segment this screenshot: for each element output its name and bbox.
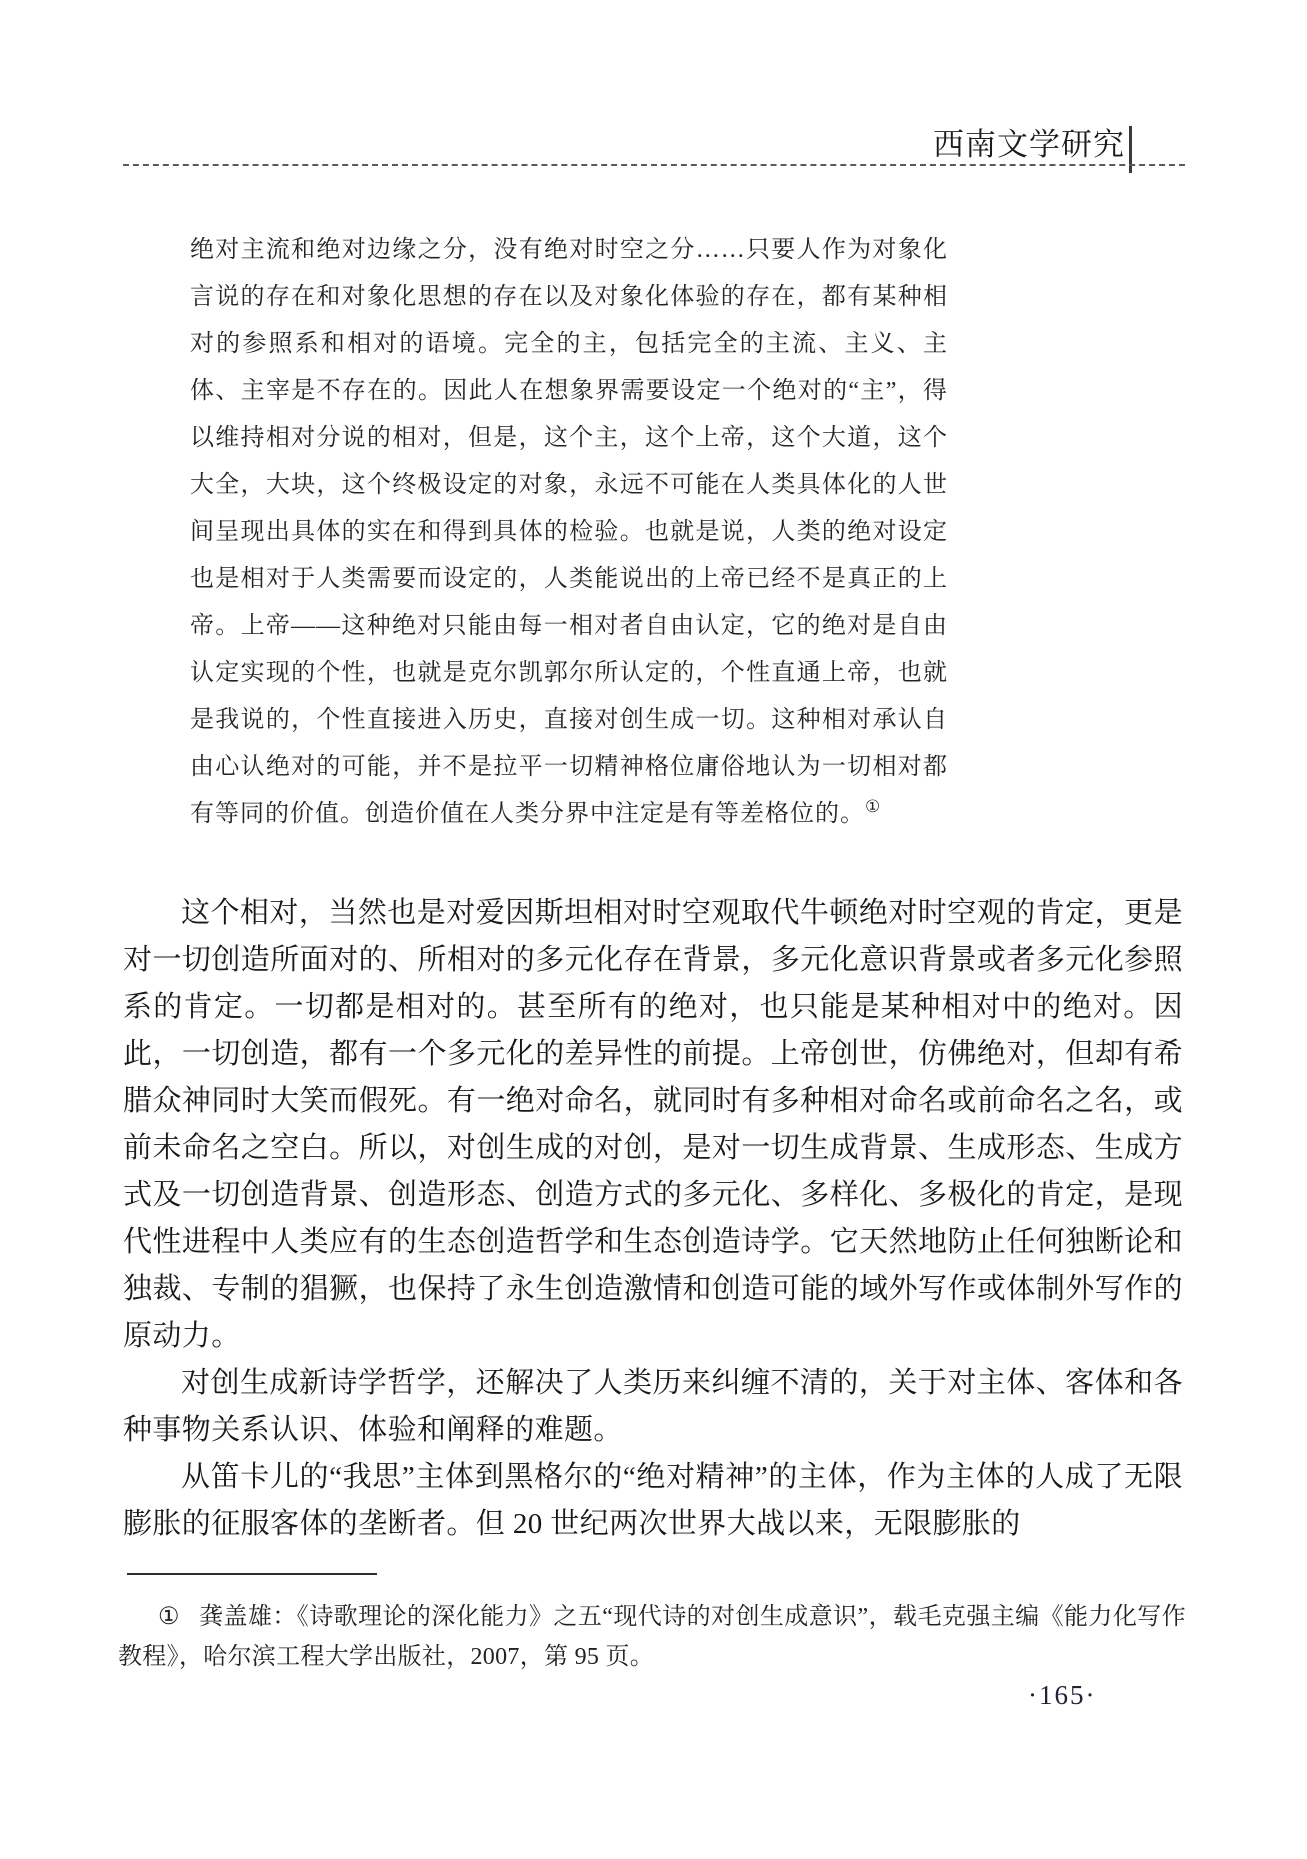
page-number: ·165· (1028, 1680, 1097, 1710)
paragraph: 对创生成新诗学哲学，还解决了人类历来纠缠不清的，关于对主体、客体和各种事物关系认识、体验和阐释的难题。 (123, 1367, 1183, 1446)
header-divider-dashed (123, 164, 1185, 166)
footnote (118, 1597, 1186, 1677)
footnote-text: 龚盖雄：《诗歌理论的深化能力》之五“现代诗的对创生成意识”，载毛克强主编《能力化写作教程》，哈尔滨工程大学出版社，2007，第 95 页。 (118, 1604, 1186, 1670)
quote-text: 绝对主流和绝对边缘之分，没有绝对时空之分……只要人作为对象化言说的存在和对象化思想的存在以及对象化体验的存在，都有某种相对的参照系和相对的语境。完全的主，包括完全的主流、主义、主体、主宰是不存在的。因此人在想象界需要设定一个绝对的“主”，得以维持相对分说的相对，但是，这个主，这个上帝，这个大道，这个大全，大块，这个终极设定的对象，永远不可能在人类具体化的人世间呈现出具体的实在和得到具体的检验。也就是说，人类的绝对设定也是相对于人类需要而设定的，人类能说出的上帝已经不是真正的上帝。上帝——这种绝对只能由每一相对者自由认定，它的绝对是自由认定实现的个性，也就是克尔凯郭尔所认定的，个性直通上帝，也就是我说的，个性直接进入历史，直接对创生成一切。这种相对承认自由心认绝对的可能，并不是拉平一切精神格位庸俗地认为一切相对都有等同的价值。创造价值在人类分界中注定是有等差格位的。 (190, 237, 948, 827)
footnote-ref-superscript: ① (865, 797, 881, 816)
journal-title: 西南文学研究 (933, 127, 1125, 162)
paragraph: 这个相对，当然也是对爱因斯坦相对时空观取代牛顿绝对时空观的肯定，更是对一切创造所面对的、所相对的多元化存在背景，多元化意识背景或者多元化参照系的肯定。一切都是相对的。甚至所有的绝对，也只能是某种相对中的绝对。因此，一切创造，都有一个多元化的差异性的前提。上帝创世，仿佛绝对，但却有希腊众神同时大笑而假死。有一绝对命名，就同时有多种相对命名或前命名之名，或前未命名之空白。所以，对创生成的对创，是对一切生成背景、生成形态、生成方式及一切创造背景、创造形态、创造方式的多元化、多样化、多极化的肯定，是现代性进程中人类应有的生态创造哲学和生态创造诗学。它天然地防止任何独断论和独裁、专制的猖獗，也保持了永生创造激情和创造可能的域外写作或体制外写作的原动力。 (123, 897, 1183, 1352)
footnote-marker: ① (158, 1604, 180, 1630)
paragraph: 从笛卡儿的“我思”主体到黑格尔的“绝对精神”的主体，作为主体的人成了无限膨胀的征服客体的垄断者。但 20 世纪两次世界大战以来，无限膨胀的 (123, 1461, 1183, 1540)
footnote-divider (127, 1573, 377, 1575)
block-quote (190, 227, 948, 838)
body-text (123, 890, 1183, 1548)
